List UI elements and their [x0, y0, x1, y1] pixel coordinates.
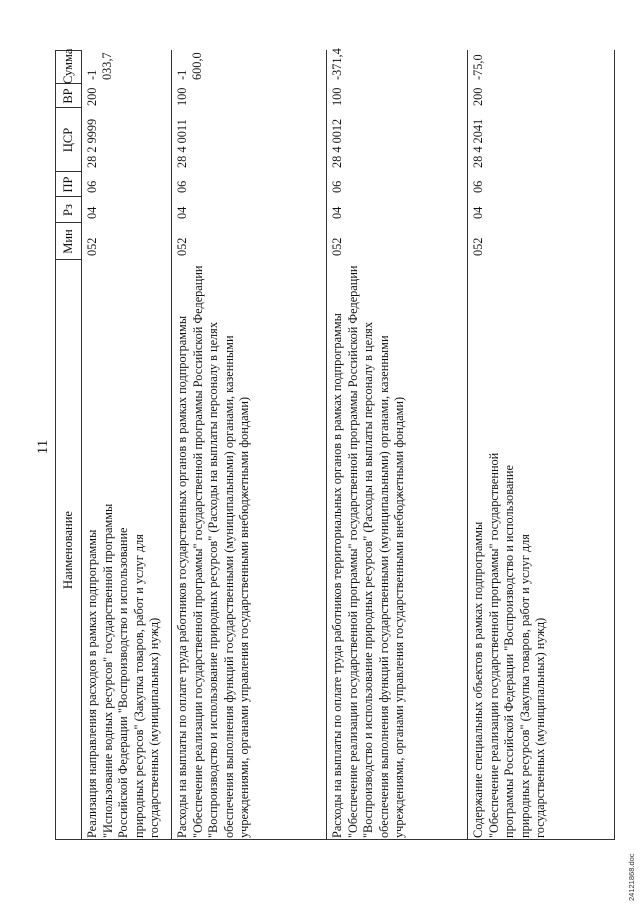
- header-bottom-border: [81, 50, 82, 840]
- table-left-border: [55, 839, 614, 840]
- row-2-name: Расходы на выплаты по оплате труда работников государственных органов в рамках подпрограммы "Обеспечение реализации государственной программы" государственной программы Российской Федерации "Воспроизводство и использование природных ресурсов" (Расходы на выплаты персоналу в целях обеспечения выполнения функций государственными (муниципальными) органами, казенными учреждениями, органами управления государственными внебюджетными фондами): [175, 265, 252, 838]
- table-bottom-border: [614, 50, 615, 840]
- budget-table: [55, 50, 615, 840]
- header-rz: Рз: [61, 204, 75, 216]
- header-pr: ПР: [61, 176, 75, 193]
- row-4-csr: 28 4 2041: [471, 118, 485, 168]
- row-2-csr: 28 4 0011: [175, 119, 189, 168]
- header-sum: Сумма: [61, 48, 75, 84]
- row-3-name: Расходы на выплаты по оплате труда работников территориальных органов в рамках подпрограммы "Обеспечение реализации государственной программы" государственной программы Российской Федерации "Воспроизводство и использование природных ресурсов" (Расходы на выплаты персоналу в целях обеспечения выполнения функций государственными (муниципальными) органами, казенными учреждениями, органами управления государственными внебюджетными фондами): [330, 265, 407, 838]
- row-2-pr: 06: [175, 180, 189, 193]
- row-4-rz: 04: [471, 206, 485, 219]
- row-4-sum: -75,0: [471, 54, 485, 80]
- row-1-name: Реализация направления расходов в рамках подпрограммы "Использование водных ресурсов" государственной программы Российской Федерации "Воспроизводство и использование природных ресурсов" (Закупка товаров, работ и услуг для государственных (муниципальных) нужд): [85, 503, 162, 838]
- row-2-min: 052: [175, 237, 189, 256]
- page-number: 11: [35, 439, 51, 455]
- row-divider: [467, 50, 468, 840]
- row-3-csr: 28 4 0012: [330, 118, 344, 168]
- row-1-rz: 04: [85, 206, 99, 219]
- header-name: Наименование: [61, 511, 75, 589]
- row-1-csr: 28 2 9999: [85, 118, 99, 168]
- row-2-rz: 04: [175, 206, 189, 219]
- row-3-vr: 100: [330, 87, 344, 106]
- row-2-vr: 100: [175, 87, 189, 106]
- row-2-sum: -1 600,0: [175, 52, 204, 80]
- header-vr: ВР: [61, 88, 75, 104]
- row-4-pr: 06: [471, 180, 485, 193]
- row-4-vr: 200: [471, 87, 485, 106]
- row-1-min: 052: [85, 237, 99, 256]
- row-3-rz: 04: [330, 206, 344, 219]
- row-4-min: 052: [471, 237, 485, 256]
- row-divider: [171, 50, 172, 840]
- header-min: Мин: [61, 229, 75, 254]
- row-3-min: 052: [330, 237, 344, 256]
- row-4-name: Содержание специальных объектов в рамках подпрограммы "Обеспечение реализации государственной программы" государственной программы Российской Федерации "Воспроизводство и использование природных ресурсов" (Закупка товаров, работ и услуг для государственных (муниципальных) нужд): [471, 452, 548, 838]
- row-divider: [326, 50, 327, 840]
- row-1-pr: 06: [85, 180, 99, 193]
- row-1-vr: 200: [85, 87, 99, 106]
- document-code: 24121868.doc: [627, 853, 636, 901]
- row-3-sum: -371,4: [330, 48, 344, 80]
- row-1-sum: -1 033,7: [85, 52, 114, 80]
- row-3-pr: 06: [330, 180, 344, 193]
- table-top-border: [55, 50, 56, 840]
- header-csr: ЦСР: [61, 127, 75, 153]
